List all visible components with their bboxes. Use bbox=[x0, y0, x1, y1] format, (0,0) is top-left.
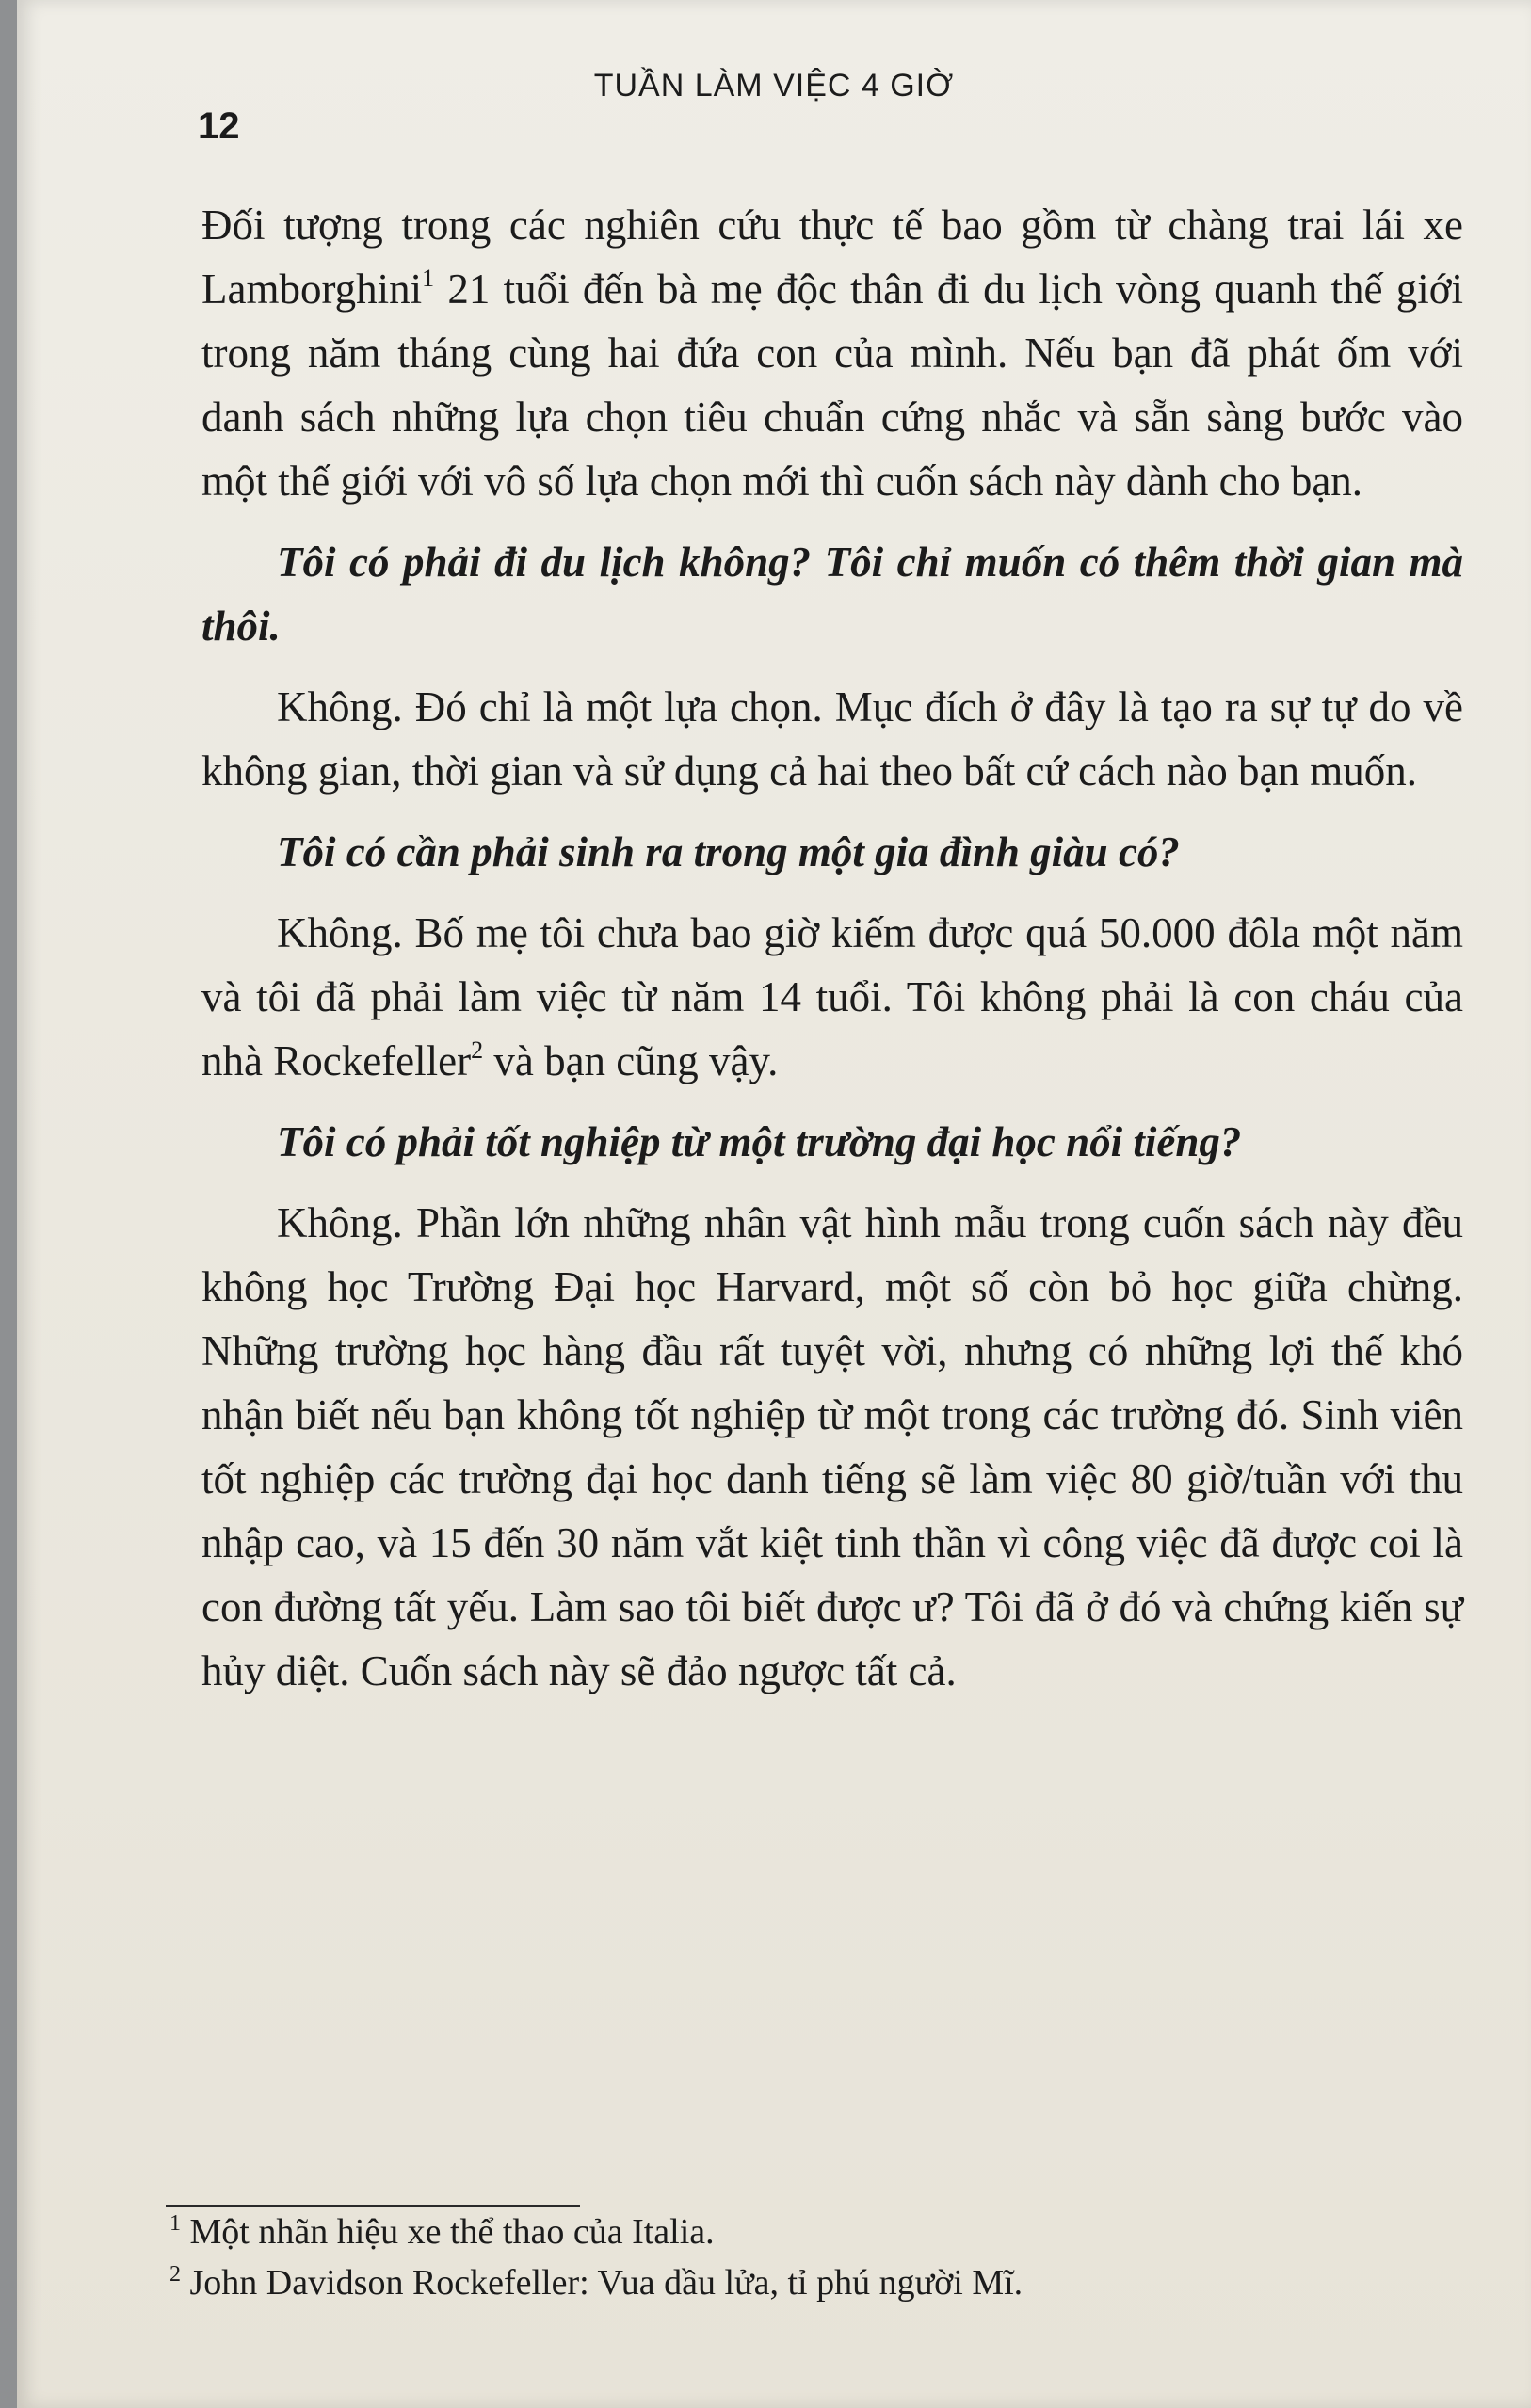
answer-rich-family-text-b: và bạn cũng vậy. bbox=[483, 1037, 779, 1084]
footnote-2-number: 2 bbox=[169, 2262, 181, 2287]
running-header: TUẦN LÀM VIỆC 4 GIỜ bbox=[593, 68, 955, 104]
answer-travel: Không. Đó chỉ là một lựa chọn. Mục đích ở đây là tạo ra sự tự do về không gian, thời gian và sử dụng cả hai theo bất cứ cách nào bạn muốn. bbox=[201, 683, 1463, 795]
footnote-ref-2: 2 bbox=[471, 1036, 484, 1064]
answer-rich-family-text-a: Không. Bố mẹ tôi chưa bao giờ kiếm được quá 50.000 đôla một năm và tôi đã phải làm việc từ năm 14 tuổi. Tôi không phải là con cháu của nhà Rockefeller bbox=[201, 909, 1463, 1084]
footnote-1-number: 1 bbox=[169, 2211, 181, 2236]
book-page bbox=[17, 0, 1531, 2408]
footnotes bbox=[169, 2207, 1507, 2308]
footnote-1 bbox=[169, 2207, 1507, 2257]
footnote-ref-1: 1 bbox=[422, 265, 435, 292]
question-travel: Tôi có phải đi du lịch không? Tôi chỉ muốn có thêm thời gian mà thôi. bbox=[201, 538, 1463, 650]
body-text bbox=[201, 193, 1463, 1720]
answer-rich-family bbox=[201, 901, 1463, 1093]
footnote-1-text: Một nhãn hiệu xe thể thao của Italia. bbox=[189, 2212, 715, 2252]
question-famous-university: Tôi có phải tốt nghiệp từ một trường đại học nổi tiếng? bbox=[277, 1118, 1242, 1165]
paragraph-intro-text-b: 21 tuổi đến bà mẹ độc thân đi du lịch vòng quanh thế giới trong năm tháng cùng hai đứa con của mình. Nếu bạn đã phát ốm với danh sách những lựa chọn tiêu chuẩn cứng nhắc và sẵn sàng bước vào một thế giới với vô số lựa chọn mới thì cuốn sách này dành cho bạn. bbox=[201, 265, 1463, 505]
paragraph-intro-text-a: Đối tượng trong các nghiên cứu thực tế bao gồm từ chàng trai lái xe Lamborghini bbox=[201, 201, 1463, 313]
footnote-2-text: John Davidson Rockefeller: Vua dầu lửa, tỉ phú người Mĩ. bbox=[189, 2263, 1023, 2303]
footnote-2 bbox=[169, 2257, 1507, 2308]
answer-famous-university: Không. Phần lớn những nhân vật hình mẫu trong cuốn sách này đều không học Trường Đại học Harvard, một số còn bỏ học giữa chừng. Những trường học hàng đầu rất tuyệt vời, nhưng có những lợi thế khó nhận biết nếu bạn không tốt nghiệp từ một trong các trường đó. Sinh viên tốt nghiệp các trường đại học danh tiếng sẽ làm việc 80 giờ/tuần với thu nhập cao, và 15 đến 30 năm vắt kiệt tinh thần vì công việc đã được coi là con đường tất yếu. Làm sao tôi biết được ư? Tôi đã ở đó và chứng kiến sự hủy diệt. Cuốn sách này sẽ đảo ngược tất cả. bbox=[201, 1199, 1463, 1694]
question-rich-family: Tôi có cần phải sinh ra trong một gia đình giàu có? bbox=[277, 828, 1180, 875]
page-number: 12 bbox=[198, 105, 240, 147]
paragraph-intro bbox=[201, 193, 1463, 513]
